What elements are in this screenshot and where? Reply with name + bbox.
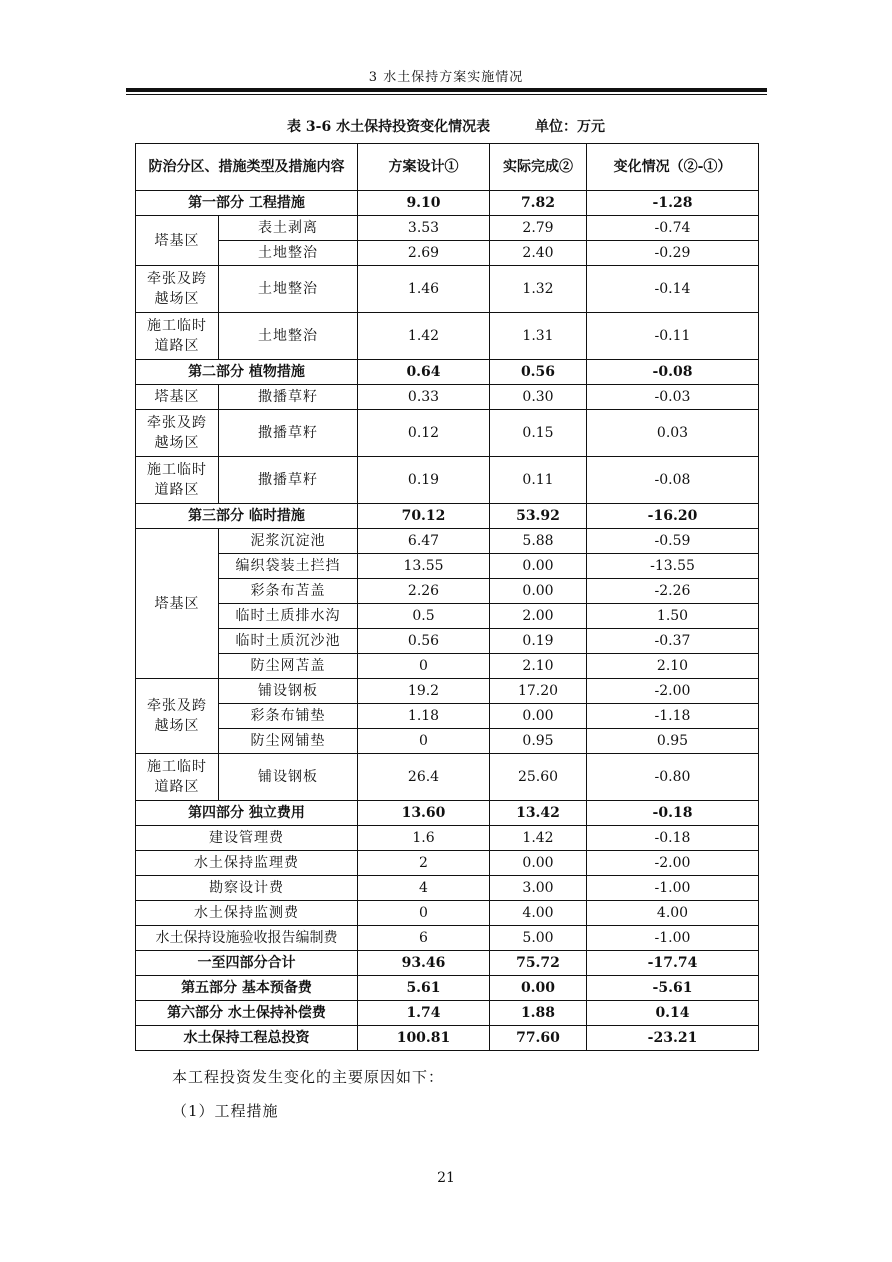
- design-value: 0.64: [358, 360, 490, 385]
- actual-value: 0.00: [490, 554, 587, 579]
- total-label: 第六部分 水土保持补偿费: [136, 1001, 358, 1026]
- item-cell: 撒播草籽: [219, 457, 358, 504]
- item-cell: 勘察设计费: [136, 876, 358, 901]
- header-rule-thick: [126, 88, 767, 92]
- change-value: -0.29: [587, 241, 759, 266]
- zone-cell: 施工临时道路区: [136, 457, 219, 504]
- col-header-actual: 实际完成②: [490, 144, 587, 191]
- change-value: -1.00: [587, 926, 759, 951]
- table-row: [136, 851, 759, 876]
- subsection-heading: （1）工程措施: [172, 1102, 279, 1120]
- item-cell: 临时土质排水沟: [219, 604, 358, 629]
- design-value: 13.60: [358, 801, 490, 826]
- actual-value: 25.60: [490, 754, 587, 801]
- actual-value: 1.42: [490, 826, 587, 851]
- actual-value: 1.31: [490, 313, 587, 360]
- change-value: 4.00: [587, 901, 759, 926]
- design-value: 1.46: [358, 266, 490, 313]
- zone-cell: 塔基区: [136, 385, 219, 410]
- table-row: [136, 241, 759, 266]
- design-value: 0.5: [358, 604, 490, 629]
- table-row: [136, 679, 759, 704]
- actual-value: 0.95: [490, 729, 587, 754]
- change-value: -0.03: [587, 385, 759, 410]
- actual-value: 2.79: [490, 216, 587, 241]
- header-rule-thin: [126, 94, 767, 95]
- actual-value: 5.00: [490, 926, 587, 951]
- zone-cell: 牵张及跨越场区: [136, 679, 219, 754]
- change-value: -0.59: [587, 529, 759, 554]
- total-row: [136, 951, 759, 976]
- table-row: [136, 529, 759, 554]
- page-number: 21: [437, 1170, 455, 1186]
- total-row: [136, 1001, 759, 1026]
- change-value: -13.55: [587, 554, 759, 579]
- change-value: 2.10: [587, 654, 759, 679]
- actual-value: 2.10: [490, 654, 587, 679]
- table-unit: 单位：万元: [534, 119, 605, 135]
- table-row: [136, 729, 759, 754]
- item-cell: 彩条布铺垫: [219, 704, 358, 729]
- actual-value: 1.32: [490, 266, 587, 313]
- item-cell: 水土保持监理费: [136, 851, 358, 876]
- item-cell: 表土剥离: [219, 216, 358, 241]
- design-value: 3.53: [358, 216, 490, 241]
- section-row: [136, 191, 759, 216]
- item-cell: 撒播草籽: [219, 410, 358, 457]
- change-value: -2.00: [587, 679, 759, 704]
- item-cell: 防尘网铺垫: [219, 729, 358, 754]
- design-value: 0: [358, 654, 490, 679]
- item-cell: 水土保持监测费: [136, 901, 358, 926]
- actual-value: 2.00: [490, 604, 587, 629]
- change-value: -0.74: [587, 216, 759, 241]
- zone-cell: 塔基区: [136, 216, 219, 266]
- design-value: 2: [358, 851, 490, 876]
- zone-cell: 施工临时道路区: [136, 313, 219, 360]
- actual-value: 0.15: [490, 410, 587, 457]
- item-cell: 防尘网苫盖: [219, 654, 358, 679]
- item-cell: 铺设钢板: [219, 679, 358, 704]
- zone-cell: 牵张及跨越场区: [136, 410, 219, 457]
- change-value: -1.18: [587, 704, 759, 729]
- total-label: 一至四部分合计: [136, 951, 358, 976]
- change-value: -23.21: [587, 1026, 759, 1051]
- actual-value: 77.60: [490, 1026, 587, 1051]
- table-row: [136, 654, 759, 679]
- change-value: -2.00: [587, 851, 759, 876]
- table-row: [136, 457, 759, 504]
- actual-value: 3.00: [490, 876, 587, 901]
- item-cell: 土地整治: [219, 266, 358, 313]
- section-label: 第四部分 独立费用: [136, 801, 358, 826]
- actual-value: 7.82: [490, 191, 587, 216]
- design-value: 1.6: [358, 826, 490, 851]
- running-header: 3 水土保持方案实施情况: [368, 70, 524, 85]
- actual-value: 4.00: [490, 901, 587, 926]
- actual-value: 1.88: [490, 1001, 587, 1026]
- change-value: -16.20: [587, 504, 759, 529]
- table-row: [136, 604, 759, 629]
- zone-cell: 塔基区: [136, 529, 219, 679]
- item-cell: 水土保持设施验收报告编制费: [136, 926, 358, 951]
- actual-value: 5.88: [490, 529, 587, 554]
- table-row: [136, 629, 759, 654]
- table-row: [136, 410, 759, 457]
- change-value: -0.08: [587, 457, 759, 504]
- change-value: -0.11: [587, 313, 759, 360]
- section-row: [136, 504, 759, 529]
- table-row: [136, 266, 759, 313]
- change-value: -1.00: [587, 876, 759, 901]
- design-value: 0: [358, 901, 490, 926]
- actual-value: 0.00: [490, 579, 587, 604]
- table-row: [136, 876, 759, 901]
- design-value: 26.4: [358, 754, 490, 801]
- change-value: 0.03: [587, 410, 759, 457]
- change-value: -0.18: [587, 801, 759, 826]
- table-row: [136, 216, 759, 241]
- table-row: [136, 926, 759, 951]
- design-value: 0.56: [358, 629, 490, 654]
- design-value: 6.47: [358, 529, 490, 554]
- table-row: [136, 385, 759, 410]
- item-cell: 铺设钢板: [219, 754, 358, 801]
- zone-cell: 牵张及跨越场区: [136, 266, 219, 313]
- change-value: -2.26: [587, 579, 759, 604]
- zone-cell: 施工临时道路区: [136, 754, 219, 801]
- actual-value: 2.40: [490, 241, 587, 266]
- change-value: 1.50: [587, 604, 759, 629]
- table-title: 表 3-6 水土保持投资变化情况表: [287, 119, 491, 135]
- section-row: [136, 360, 759, 385]
- actual-value: 75.72: [490, 951, 587, 976]
- change-value: 0.14: [587, 1001, 759, 1026]
- change-value: -0.18: [587, 826, 759, 851]
- change-value: -0.80: [587, 754, 759, 801]
- item-cell: 撒播草籽: [219, 385, 358, 410]
- change-value: -1.28: [587, 191, 759, 216]
- actual-value: 0.00: [490, 851, 587, 876]
- change-value: -0.37: [587, 629, 759, 654]
- design-value: 0.19: [358, 457, 490, 504]
- design-value: 2.26: [358, 579, 490, 604]
- col-header-measure: 防治分区、措施类型及措施内容: [136, 144, 358, 191]
- item-cell: 编织袋装土拦挡: [219, 554, 358, 579]
- design-value: 1.74: [358, 1001, 490, 1026]
- change-value: -17.74: [587, 951, 759, 976]
- section-row: [136, 801, 759, 826]
- design-value: 1.18: [358, 704, 490, 729]
- design-value: 6: [358, 926, 490, 951]
- design-value: 4: [358, 876, 490, 901]
- design-value: 19.2: [358, 679, 490, 704]
- table-caption: [0, 116, 892, 136]
- section-label: 第三部分 临时措施: [136, 504, 358, 529]
- total-row: [136, 976, 759, 1001]
- col-header-change: 变化情况（②-①）: [587, 144, 759, 191]
- table-row: [136, 901, 759, 926]
- table-row: [136, 313, 759, 360]
- item-cell: 泥浆沉淀池: [219, 529, 358, 554]
- design-value: 93.46: [358, 951, 490, 976]
- design-value: 0.33: [358, 385, 490, 410]
- table-row: [136, 826, 759, 851]
- design-value: 0: [358, 729, 490, 754]
- item-cell: 土地整治: [219, 313, 358, 360]
- actual-value: 0.30: [490, 385, 587, 410]
- actual-value: 0.19: [490, 629, 587, 654]
- design-value: 1.42: [358, 313, 490, 360]
- table-row: [136, 754, 759, 801]
- change-value: -0.14: [587, 266, 759, 313]
- table-row: [136, 579, 759, 604]
- investment-table: [135, 143, 759, 1051]
- design-value: 13.55: [358, 554, 490, 579]
- total-row: [136, 1026, 759, 1051]
- table-header-row: [136, 144, 759, 191]
- design-value: 100.81: [358, 1026, 490, 1051]
- item-cell: 土地整治: [219, 241, 358, 266]
- actual-value: 13.42: [490, 801, 587, 826]
- table-row: [136, 704, 759, 729]
- design-value: 5.61: [358, 976, 490, 1001]
- item-cell: 彩条布苫盖: [219, 579, 358, 604]
- body-paragraph: 本工程投资发生变化的主要原因如下：: [172, 1068, 445, 1086]
- section-label: 第二部分 植物措施: [136, 360, 358, 385]
- section-label: 第一部分 工程措施: [136, 191, 358, 216]
- total-label: 水土保持工程总投资: [136, 1026, 358, 1051]
- change-value: 0.95: [587, 729, 759, 754]
- total-label: 第五部分 基本预备费: [136, 976, 358, 1001]
- design-value: 0.12: [358, 410, 490, 457]
- actual-value: 53.92: [490, 504, 587, 529]
- change-value: -0.08: [587, 360, 759, 385]
- actual-value: 17.20: [490, 679, 587, 704]
- change-value: -5.61: [587, 976, 759, 1001]
- actual-value: 0.00: [490, 704, 587, 729]
- table-row: [136, 554, 759, 579]
- item-cell: 建设管理费: [136, 826, 358, 851]
- design-value: 9.10: [358, 191, 490, 216]
- design-value: 2.69: [358, 241, 490, 266]
- actual-value: 0.56: [490, 360, 587, 385]
- item-cell: 临时土质沉沙池: [219, 629, 358, 654]
- col-header-design: 方案设计①: [358, 144, 490, 191]
- actual-value: 0.00: [490, 976, 587, 1001]
- design-value: 70.12: [358, 504, 490, 529]
- actual-value: 0.11: [490, 457, 587, 504]
